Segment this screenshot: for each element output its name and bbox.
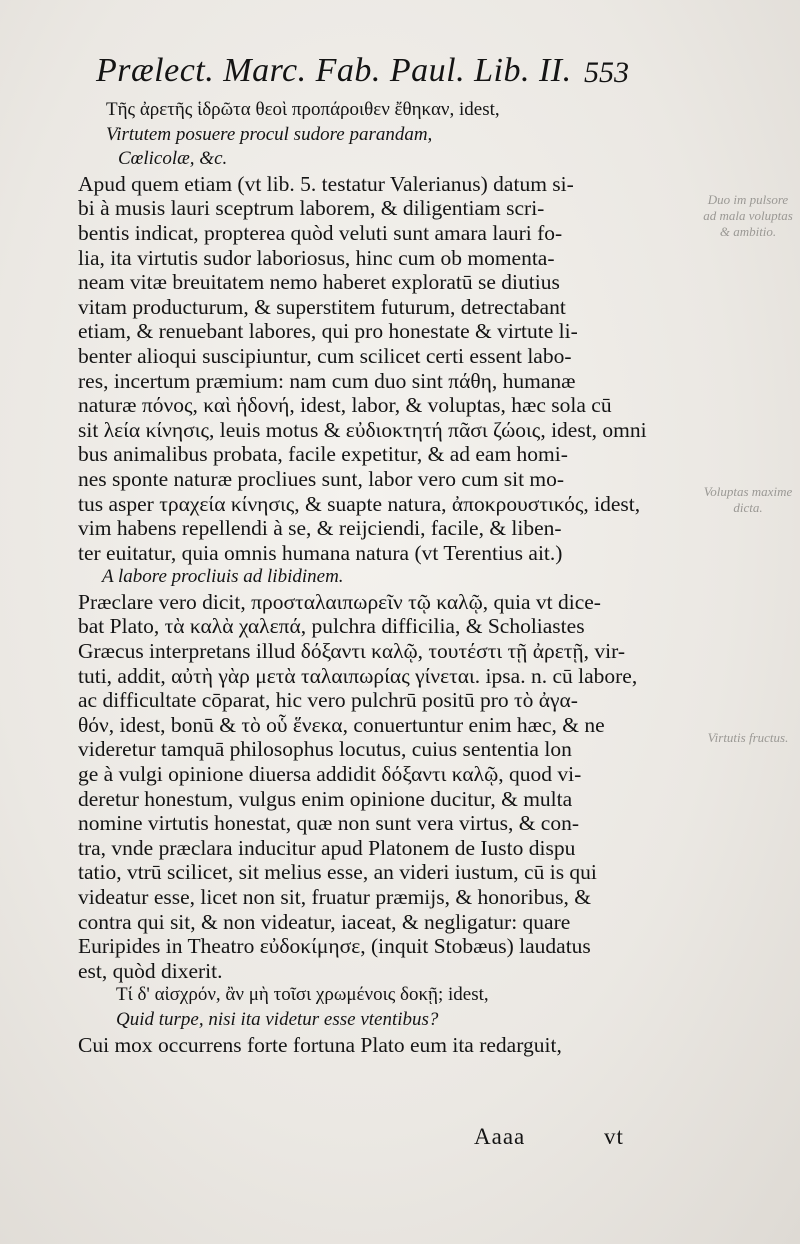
text-line: Cœlicolæ, &c. [118,148,228,170]
text-line: naturæ πόνος, καὶ ἡδονή, idest, labor, & voluptas, hæc sola cū [78,393,612,418]
text-block [78,98,652,1057]
text-line: tatio, vtrū scilicet, sit melius esse, an videri iustum, cū is qui [78,860,597,885]
text-line: Cui mox occurrens forte fortuna Plato eum ita redarguit, [78,1032,562,1057]
text-line: A labore procliuis ad libidinem. [102,566,344,588]
text-line: lia, ita virtutis sudor laboriosus, hinc cum ob momenta- [78,245,555,270]
text-line: benter alioqui suscipiuntur, cum scilicet certi essent labo- [78,343,572,368]
text-line: bus animalibus probata, facile expetitur, & ad eam homi- [78,442,568,467]
text-line: tuti, addit, αὐτὴ γὰρ μετὰ ταλαιπωρίας γίνεται. ipsa. n. cū labore, [78,663,638,688]
page-number: 553 [584,56,629,89]
text-line: Quid turpe, nisi ita videtur esse vtentibus? [116,1008,439,1030]
text-line: tra, vnde præclara inducitur apud Platonem de Iusto dispu [78,835,576,860]
text-line: ter euitatur, quia omnis humana natura (vt Terentius ait.) [78,540,563,565]
text-line: bi à musis lauri sceptrum laborem, & diligentiam scri- [78,196,545,221]
text-line: Τί δ' αἰσχρόν, ἂν μὴ τοῖσι χρωμένοις δοκῇ; idest, [116,984,489,1006]
signature-line [474,1124,674,1150]
margin-note: Duo im pulsore ad mala voluptas & ambitio. [703,192,793,239]
text-line: deretur honestum, vulgus enim opinione ducitur, & multa [78,786,573,811]
text-line: nes sponte naturæ procliues sunt, labor vero cum sit mo- [78,466,565,491]
text-line: Græcus interpretans illud δόξαντι καλῷ, τουτέστι τῇ ἀρετῇ, vir- [78,639,626,664]
running-header [96,52,656,98]
signature-mark: Aaaa [474,1124,526,1149]
text-line: bentis indicat, propterea quòd veluti sunt amara lauri fo- [78,220,563,245]
text-line: sit λεία κίνησις, leuis motus & εὐδιοκτητή πᾶσι ζώοις, idest, omni [78,417,647,442]
running-title: Prælect. Marc. Fab. Paul. Lib. II. [96,52,572,89]
catchword: vt [604,1124,624,1149]
text-line: Apud quem etiam (vt lib. 5. testatur Valerianus) datum si- [78,171,574,196]
text-line: videretur tamquā philosophus locutus, cuius sententia lon [78,737,572,762]
text-line: contra qui sit, & non videatur, iaceat, & negligatur: quare [78,909,571,934]
text-line: θόν, idest, bonū & τὸ οὗ ἕνεκα, conuertuntur enim hæc, & ne [78,712,605,737]
text-line: videatur esse, licet non sit, fruatur præmijs, & honoribus, & [78,885,591,909]
text-line: ac difficultate cōparat, hic vero pulchrū positū pro τὸ ἀγα- [78,688,578,713]
text-line: neam vitæ breuitatem nemo haberet exploratū se diutius [78,270,560,295]
text-line: tus asper τραχεία κίνησις, & suapte natura, ἀποκρουστικός, idest, [78,491,641,516]
text-line: vim habens repellendi à se, & reijciendi, facile, & liben- [78,516,562,541]
text-line: bat Plato, τὰ καλὰ χαλεπά, pulchra difficilia, & Scholiastes [78,614,585,639]
text-line: nomine virtutis honestat, quæ non sunt vera virtus, & con- [78,811,580,836]
text-line: vitam producturum, & superstitem futurum, detrectabant [78,294,566,319]
margin-note: Virtutis fructus. [707,730,789,745]
text-line: ge à vulgi opinione diuersa addidit δόξαντι καλῷ, quod vi- [78,762,582,787]
text-line: Præclare vero dicit, προσταλαιπωρεῖν τῷ καλῷ, quia vt dice- [78,589,601,614]
margin-note: Voluptas maxime dicta. [703,484,793,515]
text-line: Euripides in Theatro εὐδοκίμησε, (inquit Stobæus) laudatus [78,934,591,959]
text-line: est, quòd dixerit. [78,958,223,983]
text-line: etiam, & renuebant labores, qui pro honestate & virtute li- [78,319,578,344]
text-line: Virtutem posuere procul sudore parandam, [106,123,433,145]
text-line: Τῆς ἀρετῆς ἱδρῶτα θεοὶ προπάροιθεν ἔθηκαν, idest, [106,99,500,120]
text-line: res, incertum præmium: nam cum duo sint πάθη, humanæ [78,368,576,393]
